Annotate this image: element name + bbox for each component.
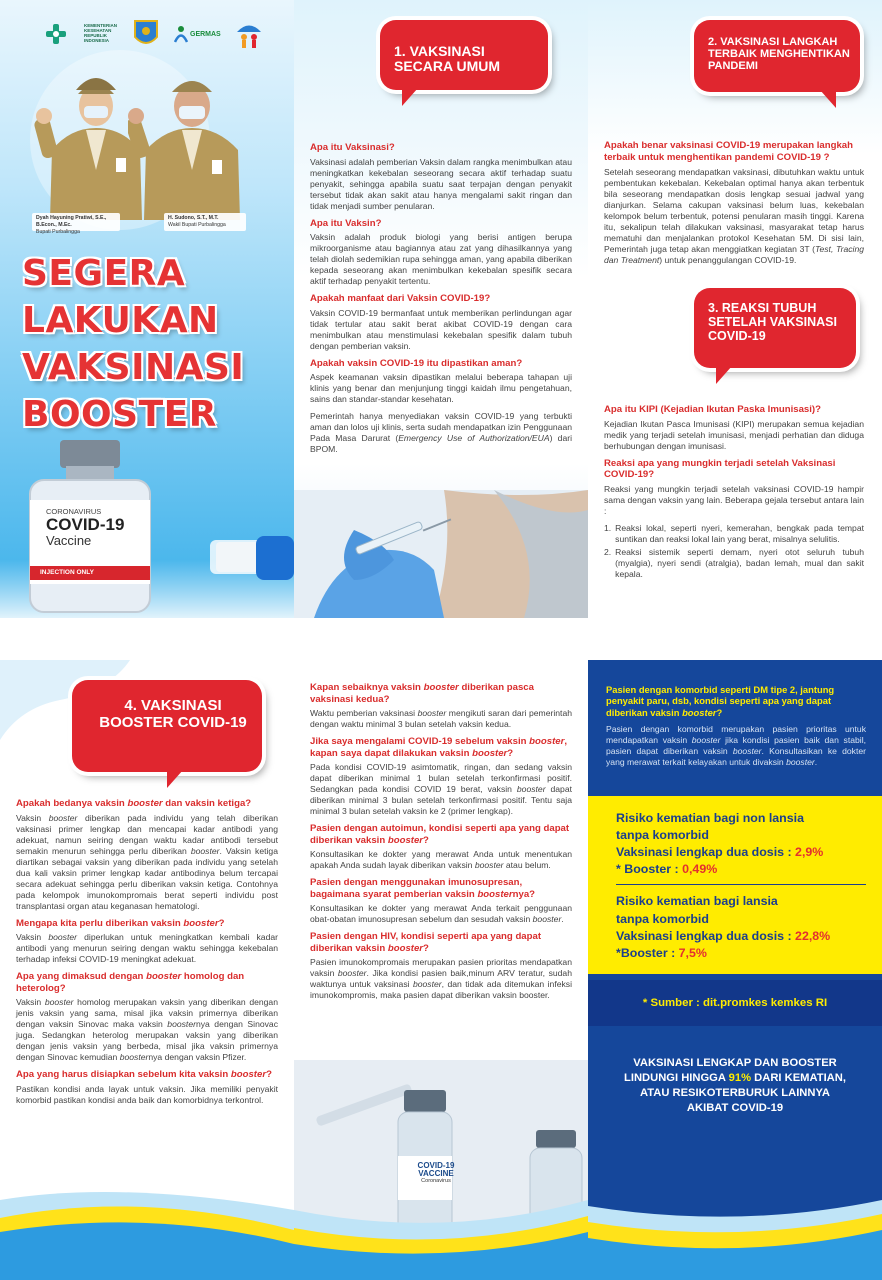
cover-title (22, 250, 244, 438)
s5-q3-pre: Pasien dengan autoimun, kondisi seperti apa yang dapat diberikan vaksin (310, 823, 570, 846)
s5-q2-em-1: booster (529, 736, 565, 747)
s5-question-3 (310, 823, 572, 846)
s6-q-em: booster (682, 706, 717, 718)
s6-a-em-1: booster (691, 735, 721, 746)
s1-question-2: Apa itu Vaksin? (310, 217, 382, 229)
closing-line-2 (600, 1071, 870, 1086)
closing-line-4: AKIBAT COVID-19 (686, 1102, 784, 1115)
s4-q4-pre: Apa yang harus disiapkan sebelum kita vaksin (16, 1069, 231, 1080)
s5-a5-post: , dan tidak ada ditemukan infeksi imunokompromis, maka pasien dapat diberikan vaksin booster. (310, 979, 572, 1000)
s6-a-em-3: booster (786, 757, 815, 768)
official-role-2: Wakil Bupati Purbalingga (168, 221, 226, 228)
closing-line-1: VAKSINASI LENGKAP DAN BOOSTER (633, 1057, 837, 1069)
s4-a3-mid-2: nya dengan Sinovac juga. Sedangkan heterolog merupakan vaksin yang diberikan dengan jenis vaksin yang berbeda, misal jika vaksin primernya dengan Sinovac kemudian (16, 1019, 278, 1062)
closing-percentage: 91% (728, 1072, 752, 1085)
s5-a2-pre: Pada kondisi COVID-19 asimtomatik, ringan, dan sedang vaksin dapat diberikan minimal 1 bulan setelah terkonfirmasi positif. Sedangkan pada kondisi COVID 19 berat, vaksin (310, 762, 572, 794)
closing-message (600, 1056, 870, 1116)
s4-q2-post: ? (218, 917, 225, 929)
s3-reaction-item (604, 523, 864, 545)
s2-answer (604, 167, 864, 266)
section-3-body (604, 398, 864, 582)
official-portrait-2 (128, 68, 258, 220)
official-name-2: H. Sudono, S.T., M.T. (168, 215, 219, 221)
s4-question-4 (16, 1069, 278, 1081)
s5-answer-2 (310, 762, 572, 817)
s6-question (606, 684, 866, 718)
kemenkes-label: KEMENTERIAN KESEHATAN REPUBLIK INDONESIA (84, 23, 118, 43)
s5-q2-mid: , kapan saya dapat dilakukan vaksin (310, 736, 568, 759)
s1-extra-em: Emergency Use of Authorization/EUA (398, 433, 550, 443)
s5-question-4 (310, 877, 572, 900)
section-4-panel (0, 660, 294, 1280)
bottom-wave-decoration (0, 1170, 294, 1280)
s5-q5-em: booster (387, 942, 424, 954)
s5-answer-3 (310, 849, 572, 871)
s2-question: Apakah benar vaksinasi COVID-19 merupakan langkah terbaik untuk menghentikan pandemi COVID-19 ? (604, 140, 854, 163)
stat-group-non-elderly (616, 810, 864, 878)
s5-a4-post: . (561, 914, 564, 924)
official-role-1: Bupati Purbalingga (36, 228, 80, 235)
stat1-line-1: Risiko kematian bagi non lansia (616, 811, 804, 825)
s5-answer-1 (310, 708, 572, 730)
vial-label-line-2: COVID-19 (46, 514, 125, 534)
germas-logo (174, 25, 221, 43)
s5-a1-pre: Waktu pemberian vaksinasi (310, 708, 418, 718)
s3-item-number: 2. (604, 546, 612, 557)
s1-question-3: Apakah manfaat dari Vaksin COVID-19? (310, 293, 491, 304)
s4-a2-pre: Vaksin (16, 932, 49, 942)
section-1-panel (294, 0, 588, 618)
stat-group-elderly (616, 893, 864, 961)
s5-q2-post: ? (507, 747, 514, 759)
s5-q2-pre: Jika saya mengalami COVID-19 sebelum vaksin (310, 736, 530, 747)
s5-a5-mid: . Jika kondisi pasien baik,minum ARV teratur, sudah waktunya untuk vaksinasi (310, 968, 572, 989)
s5-q1-em: booster (423, 682, 459, 693)
s5-a2-post: dapat diberikan minimal 3 bulan setelah terkonfirmasi positif. Tentu saja minimal 3 bulan setelah vaksin ke 2 (primer lengkap). (310, 784, 572, 816)
section-2-heading: 2. VAKSINASI LANGKAH TERBAIK MENGHENTIKAN PANDEMI (694, 20, 860, 92)
s5-q1-post: diberikan pasca vaksinasi kedua? (310, 682, 534, 705)
s6-a-pre: Pasien dengan komorbid merupakan pasien prioritas untuk mendapatkan vaksin (606, 724, 866, 746)
stat2-full-dose-label: Vaksinasi lengkap dua dosis : (616, 928, 796, 943)
cover-panel (0, 0, 294, 618)
s4-a2-em: booster (48, 932, 77, 942)
s1-answer-4: Aspek keamanan vaksin dipastikan melalui beberapa tahapan uji klinis yang benar dan menjunjung tinggi kaidah ilmu pengetahuan, sains dan standar-standar kesehatan. (310, 372, 572, 404)
s4-a1-post: . Vaksin ketiga diartikan sebagai vaksin yang diberikan pada individu yang setelah dua kali vaksin primer lengkap kadar antibodinya belum tercapai secara adekuat sehingga perlu diberikan vaksin ketiga. Contohnya pada kelompok imunokompromais berat seperti individu post transplantasi organ atau keganasan hematologi. (16, 845, 278, 911)
bottom-wave-decoration (588, 1170, 882, 1280)
section-3-heading: 3. REAKSI TUBUH SETELAH VAKSINASI COVID-19 (694, 288, 856, 368)
kemenkes-logo (38, 16, 74, 52)
s5-a4-em: booster (532, 914, 562, 924)
s4-q2-em: booster (183, 917, 219, 929)
official-name-1: Dyah Hayuning Pratiwi, S.E., B.Econ., M.Ec. (36, 215, 107, 228)
s5-question-2 (310, 736, 572, 759)
section-4-body (16, 792, 278, 1106)
s1-question-1: Apa itu Vaksinasi? (310, 142, 395, 153)
s3-item-text: Reaksi sistemik seperti demam, nyeri otot seluruh tubuh (myalgia), nyeri sendi (atralgia), badan lemah, mual dan sakit kepala. (615, 546, 864, 579)
s5-a2-em: booster (516, 784, 546, 794)
s5-question-5 (310, 931, 572, 954)
s5-a5-em-2: booster (412, 979, 442, 989)
s2-answer-post: ) untuk penanggulangan COVID-19. (659, 255, 797, 265)
s5-a1-em: booster (417, 708, 447, 718)
vial-label (46, 508, 146, 547)
section-1-body (310, 136, 572, 455)
cover-title-line-2: LAKUKAN (22, 300, 219, 341)
s4-a3-pre: Vaksin (16, 997, 45, 1007)
s6-body (606, 684, 866, 768)
s4-a3-em-3: booster (119, 1052, 149, 1062)
stat2-line-4 (616, 945, 864, 962)
cover-title-line-4: BOOSTER (22, 394, 217, 435)
s5-a4-pre: Konsultasikan ke dokter yang merawat Anda terkait penggunaan obat-obatan imunosupresan sebelum dan sesudah vaksin (310, 903, 572, 924)
germas-label: GERMAS (190, 30, 221, 38)
regional-emblem-logo (128, 16, 164, 52)
stat2-booster-value: 7,5% (678, 945, 707, 960)
s1-extra-paragraph (310, 411, 572, 455)
s4-answer-3 (16, 997, 278, 1063)
cover-title-line-3: VAKSINASI (22, 347, 245, 388)
s3-item-number: 1. (604, 522, 612, 533)
stat1-line-2: tanpa komorbid (616, 828, 709, 843)
stat2-line-1: Risiko kematian bagi lansia (616, 894, 778, 909)
s4-a3-post: nya dengan vaksin Pfizer. (148, 1052, 247, 1062)
s4-answer-2 (16, 932, 278, 965)
s1-answer-3: Vaksin COVID-19 bermanfaat untuk memberikan perlindungan agar tidak tertular atau sakit berat akibat COVID-19 dengan cara menimbulkan atau menstimulasi kekebalan spesifik dalam tubuh dengan pemberian vaksin. (310, 307, 572, 351)
vial-label-line-3: Vaccine (46, 532, 92, 548)
s4-q4-post: ? (266, 1069, 272, 1080)
s6-a-end: . (814, 757, 818, 768)
vial-label-line-1: CORONAVIRUS (46, 507, 102, 516)
logo-row (38, 16, 267, 52)
s5-answer-5 (310, 957, 572, 1001)
vial-label-line-4: INJECTION ONLY (40, 569, 94, 576)
section-2-3-panel (588, 0, 882, 618)
s2-answer-pre: Setelah seseorang mendapatkan vaksinasi, dibutuhkan waktu untuk pembentukan kekebalan. Kekebalan optimal hanya akan terbentuk bila seseorang mendapatkan dosis lengkap sesuai jadwal yang dianjurkan. Selama cakupan vaksinasi belum luas, kekebalan kelompok belum terbentuk, potensi penularan masih tinggi. Karena itu, sekalipun telah dilakukan vaksinasi, masyarakat tetap harus mematuhi dan menjalankan protokol Kesehatan 5M. Di sisi lain, Pemerintah juga tetap akan menggiatkan kegiatan 3T ( (604, 167, 864, 254)
s4-question-3 (16, 971, 278, 994)
s4-q1-post: dan vaksin ketiga? (162, 798, 252, 809)
stat1-full-dose-label: Vaksinasi lengkap dua dosis : (616, 845, 796, 860)
section-2-body (604, 134, 864, 266)
section-1-heading: 1. VAKSINASI SECARA UMUM (380, 20, 548, 90)
s4-q1-em: booster (127, 798, 163, 809)
s6-a-em-2: booster (732, 746, 762, 757)
vial-2-line-3: Coronavirus (421, 1177, 451, 1184)
stat2-line-2: tanpa komorbid (616, 911, 709, 926)
s4-a1-em-1: booster (48, 812, 78, 823)
s4-answer-1 (16, 813, 278, 912)
cover-title-line-1: SEGERA (22, 253, 186, 294)
s3-answer-1: Kejadian Ikutan Pasca Imunisasi (KIPI) merupakan semua kejadian medik yang terjadi setelah imunisasi, menjadi perhatian dan diduga berhubungan dengan imunisasi. (604, 418, 864, 451)
s6-answer (606, 724, 866, 768)
s4-q3-pre: Apa yang dimaksud dengan (16, 971, 147, 982)
s4-a3-em-2: booster (167, 1019, 196, 1029)
s5-q3-em: booster (387, 834, 424, 846)
stat1-booster-label: * Booster : (616, 862, 683, 877)
stat2-full-dose-value: 22,8% (795, 928, 831, 943)
vial-2-line-1: COVID-19 (417, 1161, 455, 1170)
s3-item-text: Reaksi lokal, seperti nyeri, kemerahan, bengkak pada tempat suntikan dan reaksi lokal lain yang berat, misalnya selulitis. (615, 522, 864, 544)
stat1-line-3 (616, 844, 864, 861)
section-4-heading: 4. VAKSINASI BOOSTER COVID-19 (72, 680, 262, 772)
s3-question-1: Apa itu KIPI (Kejadian Ikutan Paska Imunisasi)? (604, 404, 821, 415)
s5-q4-post: nya? (512, 888, 536, 900)
s1-extra-pre: Pemerintah hanya menyediakan vaksin COVID-19 yang terbukti aman dan lolos uji klinis, serta sudah mendapatkan izin Penggunaan Pada Masa Darurat ( (310, 411, 572, 443)
closing-line-2c: DARI KEMATIAN, (751, 1072, 846, 1085)
vial-2-line-2: VACCINE (418, 1169, 454, 1179)
s3-reaction-item (604, 547, 864, 580)
injection-photo-illustration (294, 490, 588, 618)
s4-a2-post: diperlukan untuk meningkatkan kembali kadar antibodi yang menurun seiring dengan waktu sehingga kekebalan terhadap infeksi COVID-19 meningkat adekuat. (16, 932, 279, 964)
s1-extra-post: ) dari BPOM. (310, 433, 572, 454)
s4-a1-em-2: booster (190, 845, 220, 856)
s5-question-1 (310, 682, 572, 705)
s4-a3-em-1: booster (44, 997, 74, 1007)
s2-answer-em: Test, Tracing dan Treatment (604, 244, 865, 265)
s5-q4-pre: Pasien dengan menggunakan imunosupresan, bagaimana syarat pemberian vaksin (310, 877, 523, 900)
s4-answer-4: Pastikan kondisi anda layak untuk vaksin. Jika memiliki penyakit komorbid pastikan kondisi anda baik dan komorbidnya terkontrol. (16, 1083, 278, 1105)
s3-answer-2: Reaksi yang mungkin terjadi setelah vaksinasi COVID-19 hampir sama dengan vaksin yang lain. Beberapa gejala tersebut antara lain : (604, 483, 864, 516)
stat2-line-3 (616, 928, 864, 945)
s6-a-post: . Konsultasikan ke dokter yang merawat terkait kelayakan untuk divaksin (606, 746, 866, 768)
s3-reaction-list (604, 523, 864, 580)
stat1-line-4 (616, 861, 864, 878)
s5-a3-em: booster (474, 860, 504, 870)
stat1-full-dose-value: 2,9% (795, 845, 824, 860)
data-source: * Sumber : dit.promkes kemkes RI (588, 980, 882, 1026)
closing-line-2a: LINDUNGI HINGGA (624, 1072, 729, 1085)
s4-q1-pre: Apakah bedanya vaksin (16, 798, 128, 809)
s6-a-mid: jika kondisi pasien baik dan stabil, pasien dapat diberikan vaksin (606, 735, 866, 757)
s4-q3-em: booster (146, 971, 182, 982)
s5-q2-em-2: booster (472, 747, 508, 759)
s5-a1-post: mengikuti saran dari pemerintah dengan waktu minimal 3 bulan setelah vaksin kedua. (310, 708, 572, 729)
s4-question-1 (16, 798, 278, 810)
s5-a5-em-1: booster (337, 968, 367, 978)
s5-a3-pre: Konsultasikan ke dokter yang merawat Anda untuk menentukan apakah Anda sudah layak diberikan vaksin (310, 849, 572, 870)
statistics-panel (588, 660, 882, 1280)
s1-question-4: Apakah vaksin COVID-19 itu dipastikan aman? (310, 357, 523, 369)
s5-q5-pre: Pasien dengan HIV, kondisi seperti apa yang dapat diberikan vaksin (310, 931, 542, 954)
stat1-booster-value: 0,49% (682, 862, 718, 877)
official-nameplate-2 (164, 213, 246, 231)
s6-q-post: ? (716, 706, 723, 718)
bottom-wave-decoration (294, 1170, 588, 1280)
s6-q-pre: Pasien dengan komorbid seperti DM tipe 2, jantung penyakit paru, dsb, kondisi seperti apa yang dapat diberikan vaksin (606, 684, 835, 718)
s4-a1-pre: Vaksin (16, 812, 49, 823)
s4-a1-mid: diberikan pada individu yang telah diberikan vaksinasi primer lengkap dan mencapai kadar antibodi yang adekuat, namun seiring dengan waktu kadar antibodi tersebut semakin menurun sehingga perlu diberikan (16, 812, 278, 856)
s1-answer-2: Vaksin adalah produk biologi yang berisi antigen berupa mikroorganisme atau bagiannya atau zat yang dihasilkannya yang telah diolah sedemikian rupa sehingga aman, yang apabila diberikan kepada seseorang akan menimbulkan kekebalan spesifik secara aktif terhadap penyakit tertentu. (310, 232, 572, 286)
s5-a3-post: atau belum. (503, 860, 551, 870)
s4-q4-em: booster (230, 1069, 267, 1080)
s5-q4-em: booster (477, 888, 513, 900)
s1-answer-1: Vaksinasi adalah pemberian Vaksin dalam rangka menimbulkan atau meningkatkan kekebalan seseorang secara aktif terhadap suatu penyakit, sehingga apabila suatu saat terpajan dengan penyakit tersebut tidak akan sakit atau hanya mengalami sakit ringan dan tidak menjadi sumber penularan. (310, 156, 572, 211)
section-5-body (310, 682, 572, 1001)
risk-statistics-box (588, 796, 882, 974)
s4-a3-mid-1: homolog merupakan vaksin yang diberikan dengan jenis vaksin yang sama, misal jika vaksin primernya diberikan dengan vaksin Sinovac maka vaksin (16, 997, 278, 1029)
s5-q3-post: ? (423, 834, 429, 846)
s5-answer-4 (310, 903, 572, 925)
s5-q5-post: ? (423, 942, 429, 954)
closing-line-3: ATAU RESIKOTERBURUK LAINNYA (640, 1087, 830, 1100)
s5-a5-pre: Pasien imunokompromais merupakan pasien prioritas mendapatkan vaksin (310, 957, 572, 978)
s5-q1-pre: Kapan sebaiknya vaksin (310, 682, 424, 693)
section-4-continued-panel (294, 660, 588, 1280)
s4-q3-post: homolog dan heterolog? (16, 971, 245, 994)
official-nameplate-1 (32, 213, 120, 235)
stat2-booster-label: *Booster : (616, 945, 679, 960)
s4-question-2 (16, 918, 278, 930)
family-umbrella-logo (231, 16, 267, 52)
stat-divider (616, 884, 866, 885)
s4-q2-pre: Mengapa kita perlu diberikan vaksin (16, 917, 184, 929)
s3-question-2: Reaksi apa yang mungkin terjadi setelah Vaksinasi COVID-19? (604, 457, 836, 480)
